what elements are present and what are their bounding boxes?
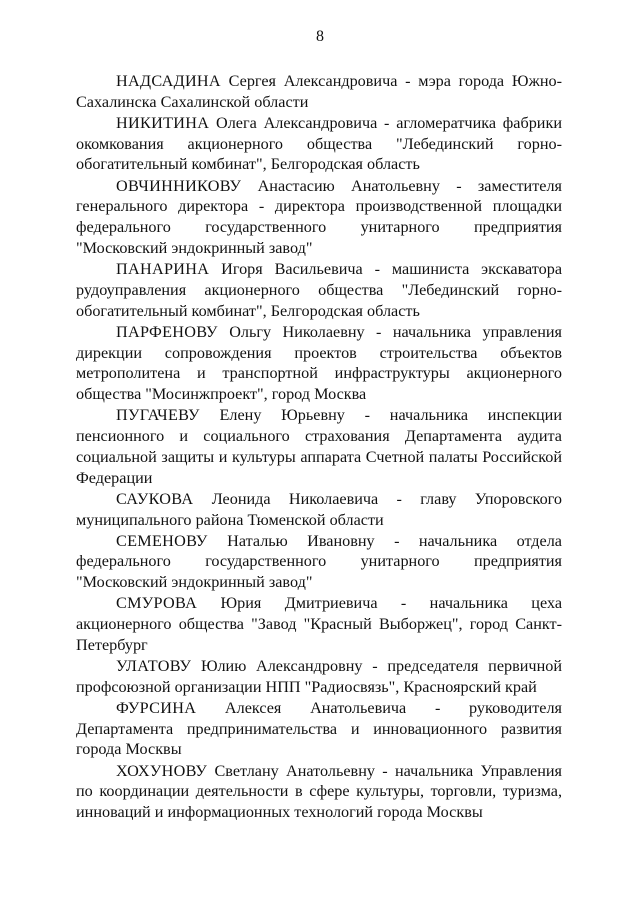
entry-text: Олега Александровича - агломератчика фабрики окомкования акционерного общества "Лебединский горно-обогатительный комбинат", Белгородская область (76, 113, 562, 174)
entry-text: Юлию Александровну - председателя первичной профсоюзной организации НПП "Радиосвязь", Красноярский край (76, 656, 562, 696)
list-item (76, 71, 562, 113)
entry-text: Сергея Александровича - мэра города Южно-Сахалинска Сахалинской области (76, 72, 563, 111)
page-number: 8 (316, 28, 324, 45)
surname: СЕМЕНОВУ (116, 531, 208, 550)
entry-text: Юрия Дмитриевича - начальника цеха акционерного общества "Завод "Красный Выборжец", город Санкт-Петербург (76, 594, 563, 654)
entry-text: Светлану Анатольевну - начальника Управления по координации деятельности в сфере культуры, торговли, туризма, инноваций и информационных технологий города Москвы (76, 761, 563, 822)
surname: ОВЧИННИКОВУ (116, 176, 242, 195)
list-item (76, 761, 562, 823)
surname: ФУРСИНА (116, 698, 197, 717)
surname: ХОХУНОВУ (116, 761, 208, 780)
entry-text: Игоря Васильевича - машиниста экскаватора рудоуправления акционерного общества "Лебединский горно-обогатительный комбинат", Белгородская область (76, 260, 563, 320)
list-item (76, 489, 562, 531)
list-item (76, 176, 562, 259)
surname: ПАНАРИНА (116, 260, 210, 279)
list-item (76, 405, 562, 488)
list-item (76, 113, 562, 175)
list-item (76, 593, 562, 655)
surname: ПУГАЧЕВУ (116, 406, 200, 425)
surname: УЛАТОВУ (116, 656, 192, 675)
surname: НАДСАДИНА (116, 72, 221, 90)
entry-text: Наталью Ивановну - начальника отдела федерального государственного унитарного предприятия "Московский эндокринный завод" (76, 531, 562, 592)
document-body (76, 71, 562, 823)
entry-text: Леонида Николаевича - главу Упоровского муниципального района Тюменской области (76, 489, 562, 529)
surname: СМУРОВА (116, 594, 198, 613)
list-item (76, 259, 562, 321)
entry-text: Алексея Анатольевича - руководителя Департамента предпринимательства и инновационного развития города Москвы (76, 698, 563, 759)
entry-text: Елену Юрьевну - начальника инспекции пенсионного и социального страхования Департамента аудита социальной защиты и культуры аппарата Счетной палаты Российской Федерации (76, 406, 563, 487)
surname: ПАРФЕНОВУ (116, 322, 218, 341)
entry-text: Ольгу Николаевну - начальника управления дирекции сопровождения проектов строительства объектов метрополитена и транспортной инфраструктуры акционерного общества "Мосинжпроект", город Москва (76, 322, 562, 404)
list-item (76, 531, 562, 593)
list-item (76, 322, 562, 405)
list-item (76, 656, 562, 698)
surname: САУКОВА (116, 489, 194, 508)
entry-text: Анастасию Анатольевну - заместителя генерального директора - директора производственной площадки федерального государственного унитарного предприятия "Московский эндокринный завод" (76, 176, 563, 257)
surname: НИКИТИНА (116, 113, 210, 132)
list-item (76, 698, 562, 760)
